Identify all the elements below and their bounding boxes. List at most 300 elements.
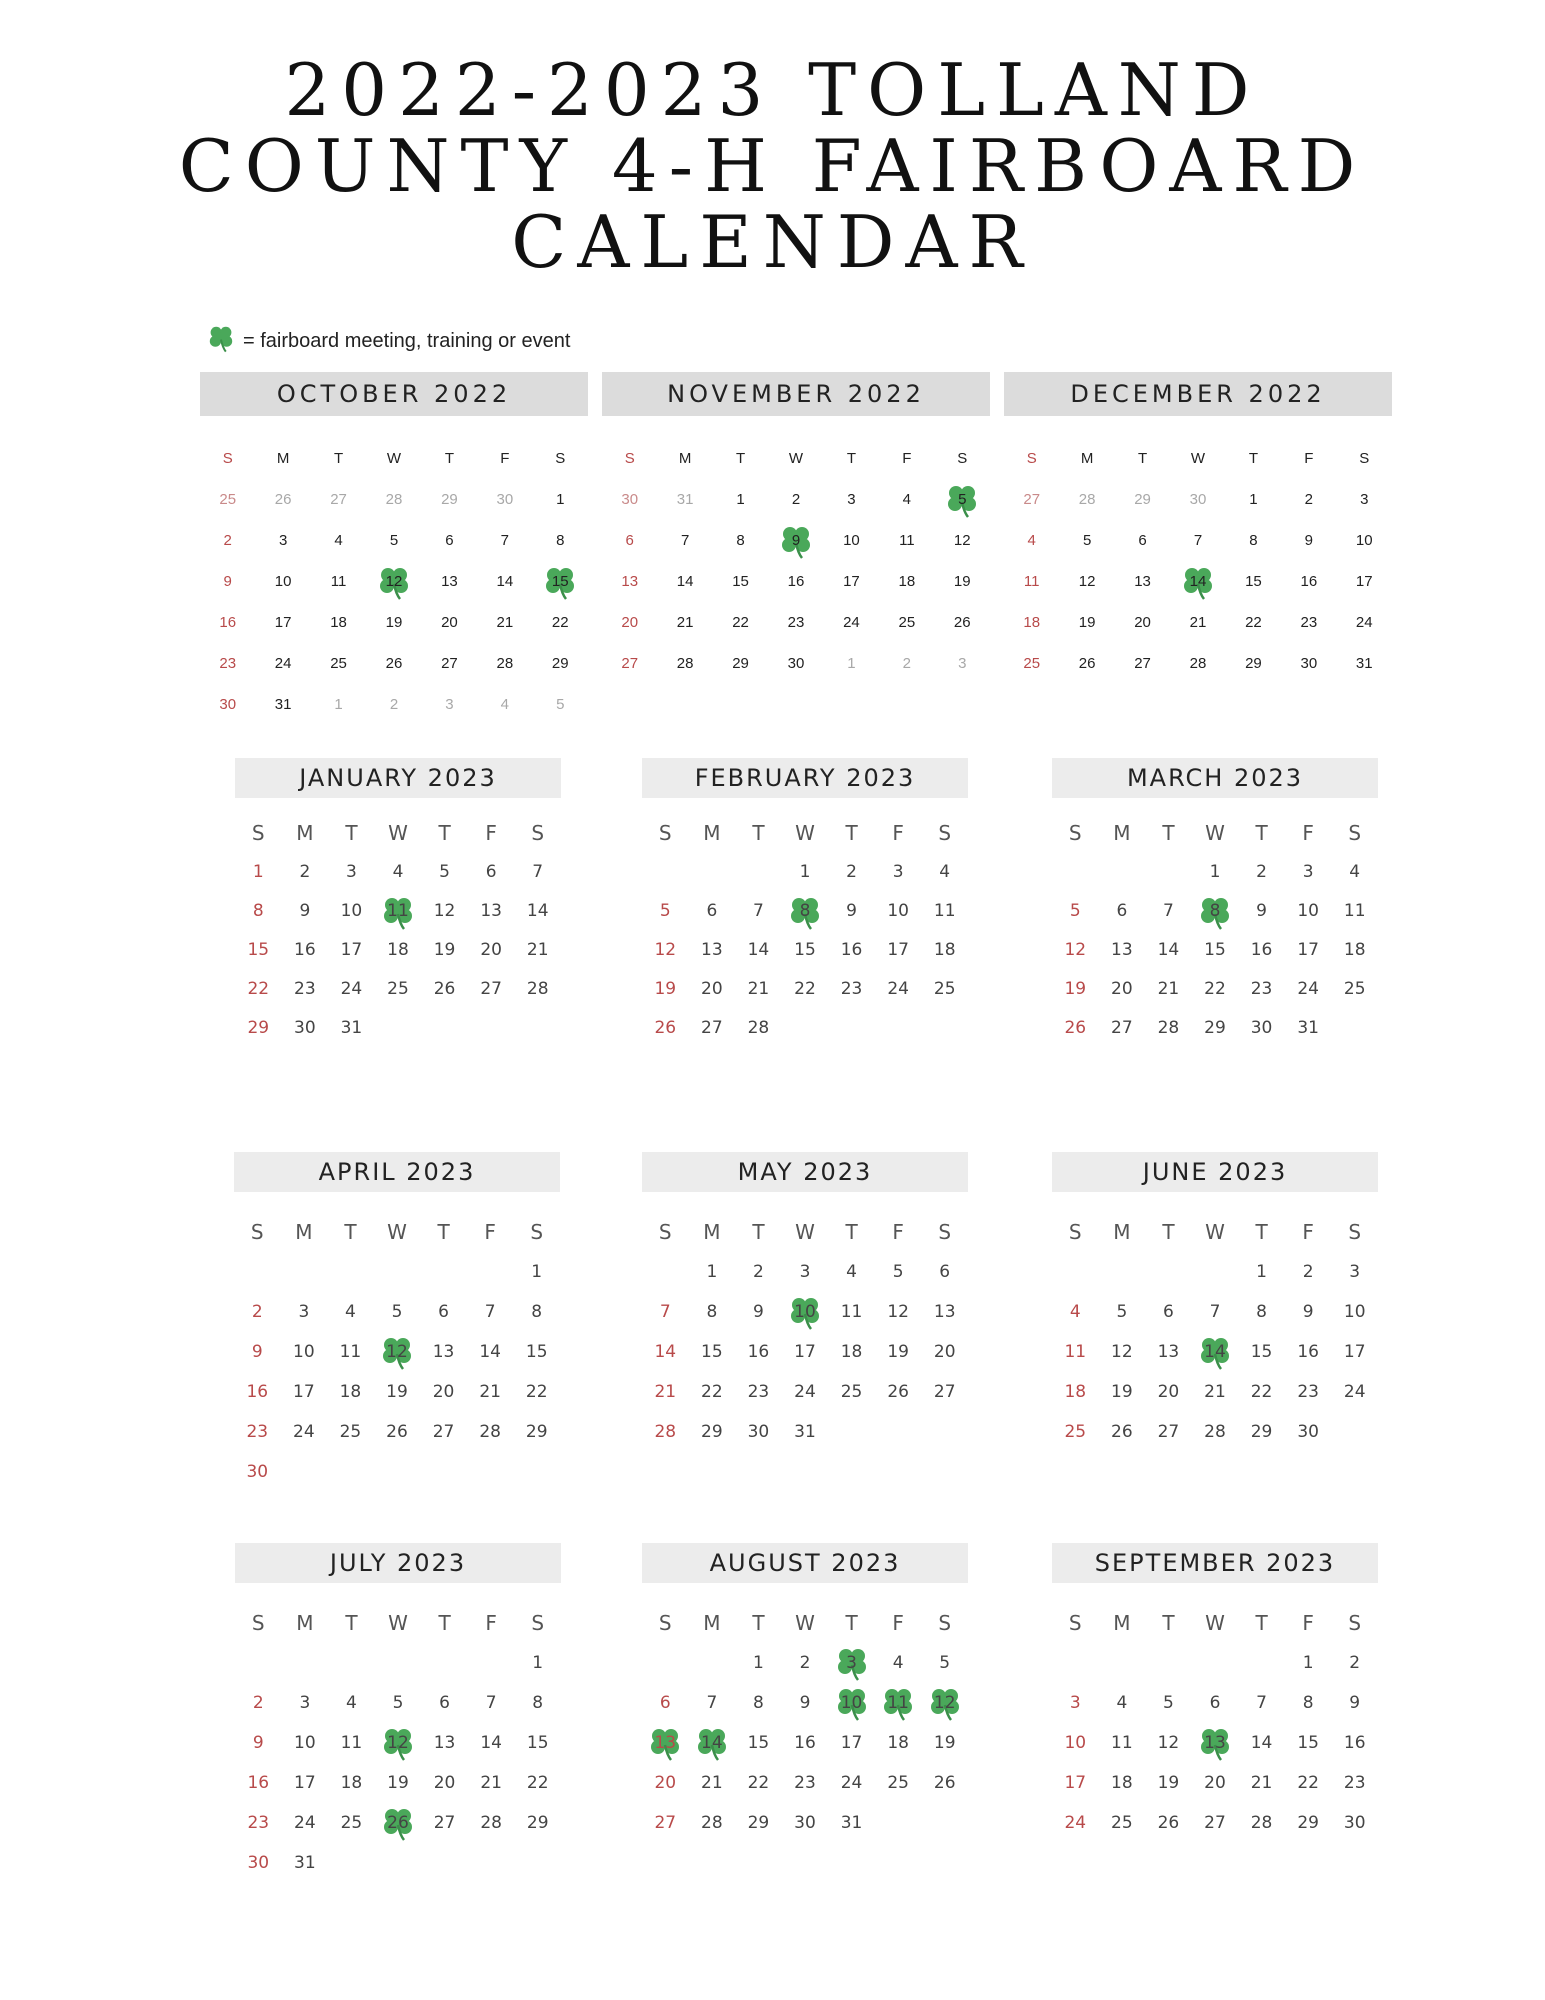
day-cell: 22: [1245, 614, 1262, 631]
weekday-header: S: [1068, 1220, 1082, 1244]
day-cell: 17: [1064, 1773, 1087, 1793]
weekday-header: T: [846, 450, 856, 467]
month-grid: [1004, 438, 1392, 684]
day-cell-other-month: [420, 1252, 467, 1292]
day-cell: 7: [484, 1302, 496, 1322]
weekday-header: T: [438, 1611, 451, 1635]
day-cell: 24: [887, 979, 909, 999]
month-title: JULY 2023: [235, 1543, 561, 1583]
day-cell: 1: [753, 1653, 764, 1673]
day-cell: 29: [1204, 1018, 1226, 1038]
day-cell-other-month: [1192, 1643, 1239, 1683]
legend: [205, 322, 570, 360]
day-cell: 19: [887, 1342, 909, 1362]
day-cell-other-month: [421, 1643, 468, 1683]
day-cell: 2: [846, 862, 857, 882]
day-cell: 4: [902, 491, 912, 508]
day-cell: 31: [1355, 655, 1373, 672]
day-cell: 24: [1343, 1382, 1366, 1402]
day-cell: 3: [847, 491, 856, 508]
day-cell-other-month: [689, 853, 736, 892]
day-cell: 25: [1023, 655, 1041, 672]
weekday-header: T: [1255, 1611, 1268, 1635]
day-cell: 7: [1209, 1302, 1221, 1322]
day-cell: 4: [939, 862, 951, 882]
day-cell: 27: [1204, 1813, 1226, 1833]
day-cell: 25: [1111, 1813, 1133, 1833]
day-cell: 20: [1157, 1382, 1180, 1402]
month-grid: [642, 1212, 968, 1452]
day-cell: 23: [747, 1382, 770, 1402]
day-cell: 13: [480, 901, 502, 921]
month-calendar: [642, 758, 968, 1048]
legend-text: = fairboard meeting, training or event: [243, 329, 571, 352]
day-cell: 19: [1157, 1773, 1180, 1793]
clover-icon: [205, 322, 237, 360]
day-cell: 9: [753, 1302, 764, 1322]
weekday-header: W: [387, 1220, 407, 1244]
day-cell: 23: [787, 614, 805, 631]
day-cell: 22: [794, 979, 816, 999]
day-cell: 18: [387, 940, 409, 960]
day-cell-other-month: 2: [902, 655, 912, 672]
month-title: FEBRUARY 2023: [642, 758, 968, 798]
day-cell: 22: [551, 614, 569, 631]
day-cell: 26: [385, 655, 403, 672]
day-cell: 20: [441, 614, 458, 631]
day-cell-other-month: 29: [441, 491, 458, 508]
day-cell: 14: [480, 1733, 502, 1753]
weekday-header: T: [845, 1611, 858, 1635]
day-cell: 21: [1204, 1382, 1226, 1402]
day-cell-event: 14: [689, 1723, 736, 1763]
day-cell: 5: [659, 901, 671, 921]
day-cell: 28: [480, 1813, 502, 1833]
month-calendar: [1052, 1152, 1378, 1452]
day-cell: 20: [432, 1382, 455, 1402]
day-cell: 26: [953, 614, 971, 631]
day-cell: 16: [747, 1342, 770, 1362]
day-cell: 27: [1111, 1018, 1133, 1038]
month-calendar: [1052, 1543, 1378, 1843]
month-grid: [1052, 1603, 1378, 1843]
day-cell-event: 15: [533, 561, 588, 602]
day-cell: 31: [294, 1853, 316, 1873]
day-cell: 30: [1297, 1422, 1319, 1442]
day-cell: 27: [654, 1813, 677, 1833]
day-cell-event: 10: [782, 1292, 829, 1332]
day-cell: 20: [701, 979, 723, 999]
weekday-header: T: [444, 450, 454, 467]
weekday-header: S: [938, 821, 952, 845]
day-cell: 29: [1297, 1813, 1319, 1833]
day-cell: 20: [621, 614, 639, 631]
weekday-header: S: [250, 1220, 264, 1244]
day-cell: 7: [532, 862, 544, 882]
day-cell: 23: [247, 1813, 270, 1833]
day-cell: 25: [898, 614, 916, 631]
day-cell: 15: [732, 573, 749, 590]
day-cell: 4: [392, 862, 404, 882]
day-cell: 9: [251, 1342, 263, 1362]
day-cell: 19: [933, 1733, 956, 1753]
day-cell: 1: [531, 1262, 543, 1282]
weekday-header: W: [795, 1220, 815, 1244]
day-cell: 6: [939, 1262, 951, 1282]
day-cell: 28: [1250, 1813, 1273, 1833]
day-cell: 10: [294, 1733, 316, 1753]
day-cell: 17: [843, 573, 860, 590]
day-cell: 30: [747, 1422, 770, 1442]
day-cell: 4: [1116, 1693, 1128, 1713]
day-cell: 13: [441, 573, 458, 590]
weekday-header: F: [1302, 1220, 1314, 1244]
day-cell: 18: [340, 1773, 363, 1793]
month-title: MAY 2023: [642, 1152, 968, 1192]
day-cell: 29: [701, 1422, 723, 1442]
day-cell: 21: [480, 1773, 502, 1793]
day-cell: 2: [1304, 491, 1314, 508]
day-cell: 22: [732, 614, 749, 631]
day-cell-event: 5: [935, 479, 990, 520]
day-cell: 20: [433, 1773, 456, 1793]
day-cell: 24: [794, 1382, 816, 1402]
day-cell: 27: [480, 979, 502, 999]
day-cell: 13: [621, 573, 639, 590]
weekday-header: T: [752, 821, 765, 845]
day-cell: 5: [1163, 1693, 1174, 1713]
day-cell: 7: [680, 532, 690, 549]
day-cell: 9: [252, 1733, 264, 1753]
weekday-header: S: [555, 450, 566, 467]
month-calendar: [235, 758, 561, 1048]
day-cell: 16: [1297, 1342, 1319, 1362]
day-cell: 21: [701, 1773, 723, 1793]
day-cell: 16: [787, 573, 805, 590]
day-cell: 16: [794, 1733, 816, 1753]
day-cell: 6: [1116, 901, 1128, 921]
day-cell: 27: [621, 655, 639, 672]
day-cell: 23: [1343, 1773, 1366, 1793]
day-cell: 9: [1304, 532, 1314, 549]
day-cell: 17: [887, 940, 909, 960]
day-cell: 25: [340, 1813, 363, 1833]
day-cell: 20: [480, 940, 502, 960]
day-cell: 17: [840, 1733, 863, 1753]
day-cell: 21: [1189, 614, 1207, 631]
day-cell: 4: [1349, 862, 1361, 882]
day-cell: 24: [274, 655, 292, 672]
weekday-header: S: [251, 1611, 265, 1635]
day-cell: 6: [445, 532, 454, 549]
day-cell: 7: [485, 1693, 497, 1713]
day-cell: 11: [340, 1733, 363, 1753]
day-cell-other-month: 30: [496, 491, 514, 508]
day-cell: 31: [794, 1422, 816, 1442]
day-cell-event: 13: [1192, 1723, 1239, 1763]
weekday-header: T: [1162, 1611, 1175, 1635]
day-cell-other-month: [1145, 853, 1192, 892]
day-cell-event: 9: [768, 520, 823, 561]
day-cell: 11: [1111, 1733, 1133, 1753]
day-cell: 4: [892, 1653, 904, 1673]
day-cell: 2: [1256, 862, 1267, 882]
day-cell: 4: [846, 1262, 857, 1282]
month-title: NOVEMBER 2022: [602, 372, 990, 416]
day-cell: 19: [433, 940, 456, 960]
day-cell: 4: [1069, 1302, 1081, 1322]
day-cell: 7: [659, 1302, 671, 1322]
day-cell: 16: [247, 1773, 270, 1793]
day-cell: 20: [1204, 1773, 1226, 1793]
title-line-1: 2022-2023 TOLLAND: [284, 48, 1261, 132]
weekday-header: S: [531, 821, 545, 845]
day-cell: 26: [654, 1018, 677, 1038]
weekday-header: T: [438, 821, 451, 845]
day-cell-event: 26: [375, 1803, 422, 1843]
day-cell: 24: [1064, 1813, 1087, 1833]
day-cell: 6: [1138, 532, 1147, 549]
day-cell-other-month: [1099, 853, 1146, 892]
day-cell: 3: [1349, 1262, 1361, 1282]
day-cell: 22: [1250, 1382, 1273, 1402]
day-cell-other-month: [1099, 1643, 1146, 1683]
weekday-header: S: [1348, 821, 1362, 845]
day-cell: 8: [1249, 532, 1258, 549]
day-cell: 27: [433, 1813, 456, 1833]
weekday-header: W: [795, 821, 815, 845]
day-cell: 8: [556, 532, 565, 549]
day-cell: 1: [252, 862, 264, 882]
day-cell-other-month: 3: [958, 655, 967, 672]
weekday-header: S: [222, 450, 233, 467]
day-cell: 18: [898, 573, 916, 590]
day-cell: 27: [432, 1422, 455, 1442]
day-cell: 2: [251, 1302, 263, 1322]
day-cell: 11: [840, 1302, 863, 1322]
day-cell: 23: [840, 979, 863, 999]
day-cell: 4: [346, 1693, 357, 1713]
weekday-header: M: [703, 1611, 721, 1635]
day-cell: 3: [799, 1262, 811, 1282]
weekday-header: T: [1137, 450, 1148, 467]
day-cell: 10: [274, 573, 292, 590]
day-cell-other-month: 30: [1189, 491, 1207, 508]
day-cell: 7: [753, 901, 764, 921]
day-cell: 25: [339, 1422, 362, 1442]
weekday-header: W: [1205, 821, 1225, 845]
weekday-header: W: [1205, 1220, 1225, 1244]
day-cell: 23: [1250, 979, 1273, 999]
day-cell: 28: [1204, 1422, 1226, 1442]
day-cell: 7: [706, 1693, 718, 1713]
day-cell-other-month: 5: [556, 696, 565, 713]
weekday-header: S: [251, 821, 265, 845]
day-cell-other-month: 2: [389, 696, 399, 713]
month-title: JANUARY 2023: [235, 758, 561, 798]
day-cell: 16: [219, 614, 237, 631]
day-cell: 26: [1078, 655, 1096, 672]
day-cell: 14: [496, 573, 514, 590]
day-cell: 10: [887, 901, 909, 921]
day-cell: 3: [892, 862, 904, 882]
day-cell: 30: [1300, 655, 1318, 672]
day-cell: 31: [340, 1018, 363, 1038]
day-cell: 6: [438, 1302, 449, 1322]
day-cell: 24: [1297, 979, 1319, 999]
day-cell: 8: [252, 901, 264, 921]
day-cell: 2: [1349, 1653, 1361, 1673]
day-cell: 8: [1256, 1302, 1267, 1322]
day-cell-other-month: [374, 1252, 421, 1292]
day-cell: 9: [299, 901, 311, 921]
day-cell: 30: [294, 1018, 316, 1038]
day-cell: 26: [433, 979, 456, 999]
day-cell: 11: [899, 532, 915, 549]
day-cell: 6: [439, 1693, 450, 1713]
day-cell: 14: [676, 573, 694, 590]
day-cell: 17: [1297, 940, 1319, 960]
day-cell: 21: [676, 614, 694, 631]
day-cell: 16: [1300, 573, 1318, 590]
day-cell: 31: [274, 696, 292, 713]
day-cell: 24: [1355, 614, 1373, 631]
day-cell-other-month: [375, 1643, 422, 1683]
day-cell-event: 3: [828, 1643, 875, 1683]
day-cell-other-month: [327, 1252, 374, 1292]
weekday-header: F: [892, 1220, 904, 1244]
day-cell: 9: [1256, 901, 1267, 921]
day-cell: 23: [794, 1773, 816, 1793]
day-cell-other-month: [282, 1643, 329, 1683]
day-cell: 7: [1256, 1693, 1267, 1713]
day-cell: 16: [1250, 940, 1273, 960]
day-cell: 28: [496, 655, 514, 672]
weekday-header: S: [658, 821, 672, 845]
day-cell: 1: [1302, 1653, 1314, 1673]
day-cell: 27: [701, 1018, 723, 1038]
day-cell-other-month: [642, 853, 689, 892]
weekday-header: S: [957, 450, 968, 467]
title-line-3: CALENDAR: [511, 200, 1034, 284]
day-cell: 8: [532, 1693, 544, 1713]
day-cell: 22: [526, 1773, 549, 1793]
month-grid: [642, 814, 968, 1048]
day-cell: 29: [526, 1813, 549, 1833]
day-cell: 5: [1069, 901, 1081, 921]
day-cell: 8: [531, 1302, 543, 1322]
day-cell: 15: [1245, 573, 1262, 590]
day-cell: 25: [1064, 1422, 1087, 1442]
day-cell: 10: [1343, 1302, 1366, 1322]
day-cell: 25: [330, 655, 347, 672]
day-cell: 29: [247, 1018, 270, 1038]
day-cell: 20: [1134, 614, 1151, 631]
month-grid: [1052, 814, 1378, 1048]
day-cell: 14: [1157, 940, 1180, 960]
day-cell: 26: [1157, 1813, 1180, 1833]
day-cell: 26: [1111, 1422, 1133, 1442]
day-cell: 9: [846, 901, 857, 921]
day-cell: 30: [1343, 1813, 1366, 1833]
day-cell: 12: [953, 532, 971, 549]
day-cell: 1: [1209, 862, 1221, 882]
day-cell: 17: [293, 1382, 315, 1402]
month-title: AUGUST 2023: [642, 1543, 968, 1583]
weekday-header: W: [386, 450, 402, 467]
weekday-header: M: [703, 1220, 721, 1244]
weekday-header: M: [295, 1220, 313, 1244]
day-cell: 10: [293, 1342, 315, 1362]
weekday-header: M: [1113, 821, 1131, 845]
day-cell-other-month: 29: [1134, 491, 1151, 508]
day-cell: 10: [843, 532, 860, 549]
day-cell: 19: [953, 573, 971, 590]
day-cell: 30: [219, 696, 237, 713]
day-cell-other-month: 31: [676, 491, 694, 508]
day-cell: 20: [1111, 979, 1133, 999]
day-cell: 9: [1349, 1693, 1361, 1713]
month-title: OCTOBER 2022: [200, 372, 588, 416]
month-calendar: [1004, 372, 1392, 684]
day-cell: 25: [887, 1773, 909, 1793]
weekday-header: T: [735, 450, 746, 467]
day-cell: 20: [933, 1342, 956, 1362]
weekday-header: W: [788, 450, 804, 467]
day-cell-event: 14: [1192, 1332, 1239, 1372]
month-calendar: [642, 1152, 968, 1452]
weekday-header: M: [276, 450, 290, 467]
day-cell: 27: [933, 1382, 956, 1402]
weekday-header: T: [1162, 821, 1175, 845]
day-cell: 22: [1297, 1773, 1319, 1793]
month-calendar: [200, 372, 588, 725]
day-cell-event: 13: [642, 1723, 689, 1763]
day-cell: 27: [441, 655, 458, 672]
day-cell: 8: [736, 532, 745, 549]
day-cell: 21: [1250, 1773, 1273, 1793]
day-cell: 31: [1297, 1018, 1319, 1038]
day-cell: 15: [247, 940, 270, 960]
day-cell-other-month: 28: [385, 491, 403, 508]
day-cell: 9: [223, 573, 232, 590]
day-cell: 30: [246, 1462, 269, 1482]
weekday-header: W: [1205, 1611, 1225, 1635]
day-cell: 18: [1023, 614, 1041, 631]
day-cell: 5: [392, 1693, 404, 1713]
day-cell-other-month: 4: [500, 696, 510, 713]
day-cell: 13: [433, 1733, 456, 1753]
day-cell-event: 10: [828, 1683, 875, 1723]
day-cell: 3: [278, 532, 288, 549]
day-cell: 24: [294, 1813, 316, 1833]
day-cell: 17: [340, 940, 363, 960]
day-cell: 1: [556, 491, 565, 508]
day-cell: 29: [1250, 1422, 1273, 1442]
day-cell: 5: [939, 1653, 951, 1673]
day-cell: 2: [791, 491, 801, 508]
weekday-header: T: [1255, 1220, 1268, 1244]
day-cell-event: 8: [782, 892, 829, 931]
day-cell-other-month: [281, 1252, 328, 1292]
day-cell: 2: [252, 1693, 264, 1713]
day-cell: 2: [299, 862, 311, 882]
weekday-header: W: [1190, 450, 1206, 467]
weekday-header: F: [500, 450, 510, 467]
weekday-header: T: [333, 450, 344, 467]
day-cell-other-month: [328, 1643, 375, 1683]
day-cell: 23: [1300, 614, 1318, 631]
